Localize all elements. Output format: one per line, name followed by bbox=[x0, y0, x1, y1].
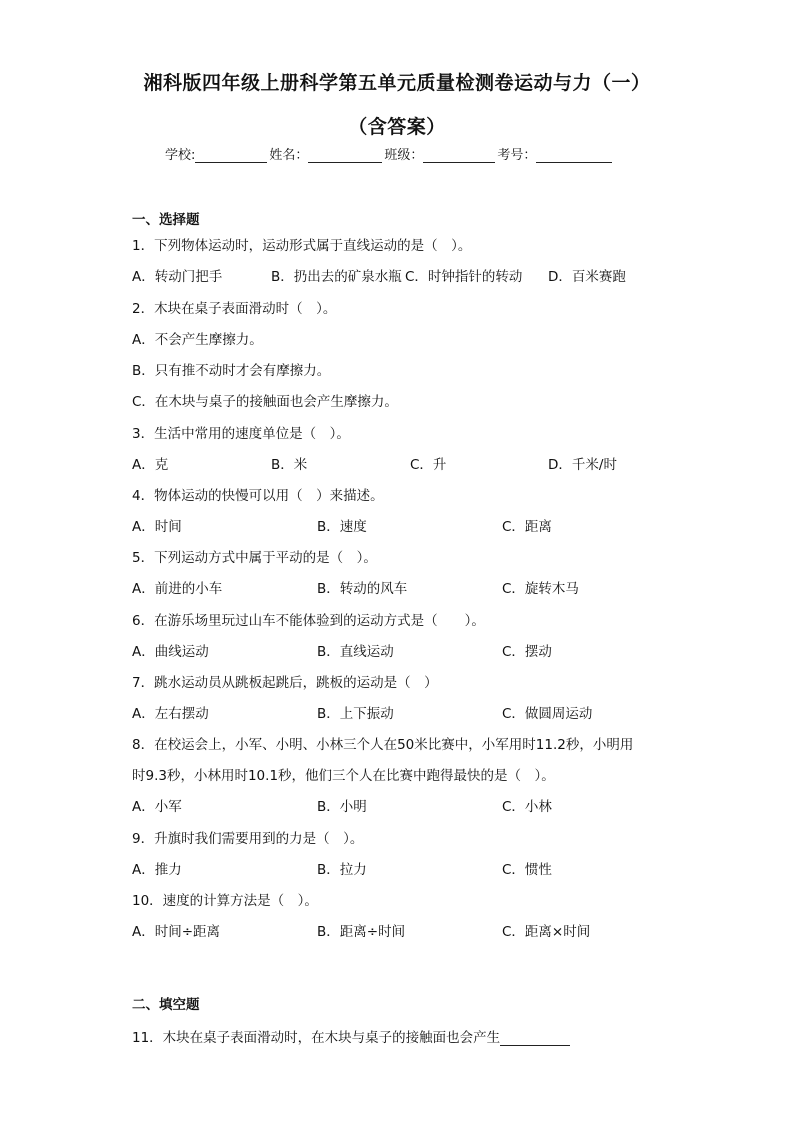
option-c[interactable]: C．升 bbox=[410, 457, 447, 473]
question-text: 5．下列运动方式中属于平动的是（ ）。 bbox=[132, 550, 377, 566]
option-a[interactable]: A．小军 bbox=[132, 799, 182, 815]
option-d[interactable]: D．百米赛跑 bbox=[548, 269, 626, 285]
student-info-line bbox=[165, 144, 614, 163]
name-label: 姓名： bbox=[269, 148, 309, 163]
fill-question bbox=[132, 1026, 570, 1046]
page-title: 湘科版四年级上册科学第五单元质量检测卷运动与力（一） bbox=[143, 72, 651, 94]
school-label: 学校: bbox=[165, 148, 196, 163]
question-text: 9．升旗时我们需要用到的力是（ ）。 bbox=[132, 831, 364, 847]
number-field[interactable] bbox=[536, 148, 612, 163]
option-a[interactable]: A．时间÷距离 bbox=[132, 924, 221, 940]
option-b[interactable]: B．扔出去的矿泉水瓶 bbox=[271, 269, 402, 285]
option-b[interactable]: B．转动的风车 bbox=[317, 581, 408, 597]
option-a[interactable]: A．时间 bbox=[132, 519, 182, 535]
section-heading-fill: 二、填空题 bbox=[132, 997, 200, 1013]
option-b[interactable]: B．直线运动 bbox=[317, 644, 394, 660]
option-c[interactable]: C．距离 bbox=[502, 519, 552, 535]
section-heading-choice: 一、选择题 bbox=[132, 212, 200, 228]
option-b[interactable]: B．米 bbox=[271, 457, 308, 473]
page-subtitle: （含答案） bbox=[348, 116, 446, 138]
question-text-continued: 时9.3秒，小林用时10.1秒，他们三个人在比赛中跑得最快的是（ ）。 bbox=[132, 768, 555, 784]
name-field[interactable] bbox=[308, 148, 382, 163]
option-d[interactable]: D．千米/时 bbox=[548, 457, 617, 473]
question-text: 1．下列物体运动时，运动形式属于直线运动的是（ ）。 bbox=[132, 238, 472, 254]
school-field[interactable] bbox=[195, 148, 267, 163]
number-label: 考号： bbox=[497, 148, 537, 163]
option-c[interactable]: C．摆动 bbox=[502, 644, 552, 660]
option-c[interactable]: C．旋转木马 bbox=[502, 581, 579, 597]
option-a[interactable]: A．不会产生摩擦力。 bbox=[132, 332, 263, 348]
option-b[interactable]: B．小明 bbox=[317, 799, 367, 815]
class-field[interactable] bbox=[423, 148, 495, 163]
option-b[interactable]: B．只有推不动时才会有摩擦力。 bbox=[132, 363, 331, 379]
question-text: 2．木块在桌子表面滑动时（ ）。 bbox=[132, 301, 337, 317]
question-text: 3．生活中常用的速度单位是（ ）。 bbox=[132, 426, 350, 442]
fill-question-text: 11．木块在桌子表面滑动时，在木块与桌子的接触面也会产生 bbox=[132, 1030, 501, 1046]
option-a[interactable]: A．推力 bbox=[132, 862, 182, 878]
option-c[interactable]: C．距离×时间 bbox=[502, 924, 591, 940]
option-b[interactable]: B．上下振动 bbox=[317, 706, 394, 722]
option-c[interactable]: C．时钟指针的转动 bbox=[405, 269, 523, 285]
question-text: 4．物体运动的快慢可以用（ ）来描述。 bbox=[132, 488, 384, 504]
question-text: 6．在游乐场里玩过山车不能体验到的运动方式是（ ）。 bbox=[132, 613, 485, 629]
option-b[interactable]: B．距离÷时间 bbox=[317, 924, 406, 940]
option-c[interactable]: C．惯性 bbox=[502, 862, 552, 878]
option-a[interactable]: A．左右摆动 bbox=[132, 706, 209, 722]
option-c[interactable]: C．在木块与桌子的接触面也会产生摩擦力。 bbox=[132, 394, 398, 410]
option-c[interactable]: C．做圆周运动 bbox=[502, 706, 593, 722]
question-text: 10．速度的计算方法是（ ）。 bbox=[132, 893, 318, 909]
option-a[interactable]: A．前进的小车 bbox=[132, 581, 223, 597]
answer-blank[interactable] bbox=[500, 1031, 570, 1046]
option-b[interactable]: B．拉力 bbox=[317, 862, 367, 878]
question-text: 8．在校运会上，小军、小明、小林三个人在50米比赛中，小军用时11.2秒，小明用 bbox=[132, 737, 634, 753]
option-a[interactable]: A．克 bbox=[132, 457, 169, 473]
class-label: 班级： bbox=[384, 148, 424, 163]
option-b[interactable]: B．速度 bbox=[317, 519, 367, 535]
option-a[interactable]: A．曲线运动 bbox=[132, 644, 209, 660]
option-c[interactable]: C．小林 bbox=[502, 799, 552, 815]
question-text: 7．跳水运动员从跳板起跳后，跳板的运动是（ ） bbox=[132, 675, 438, 691]
option-a[interactable]: A．转动门把手 bbox=[132, 269, 223, 285]
